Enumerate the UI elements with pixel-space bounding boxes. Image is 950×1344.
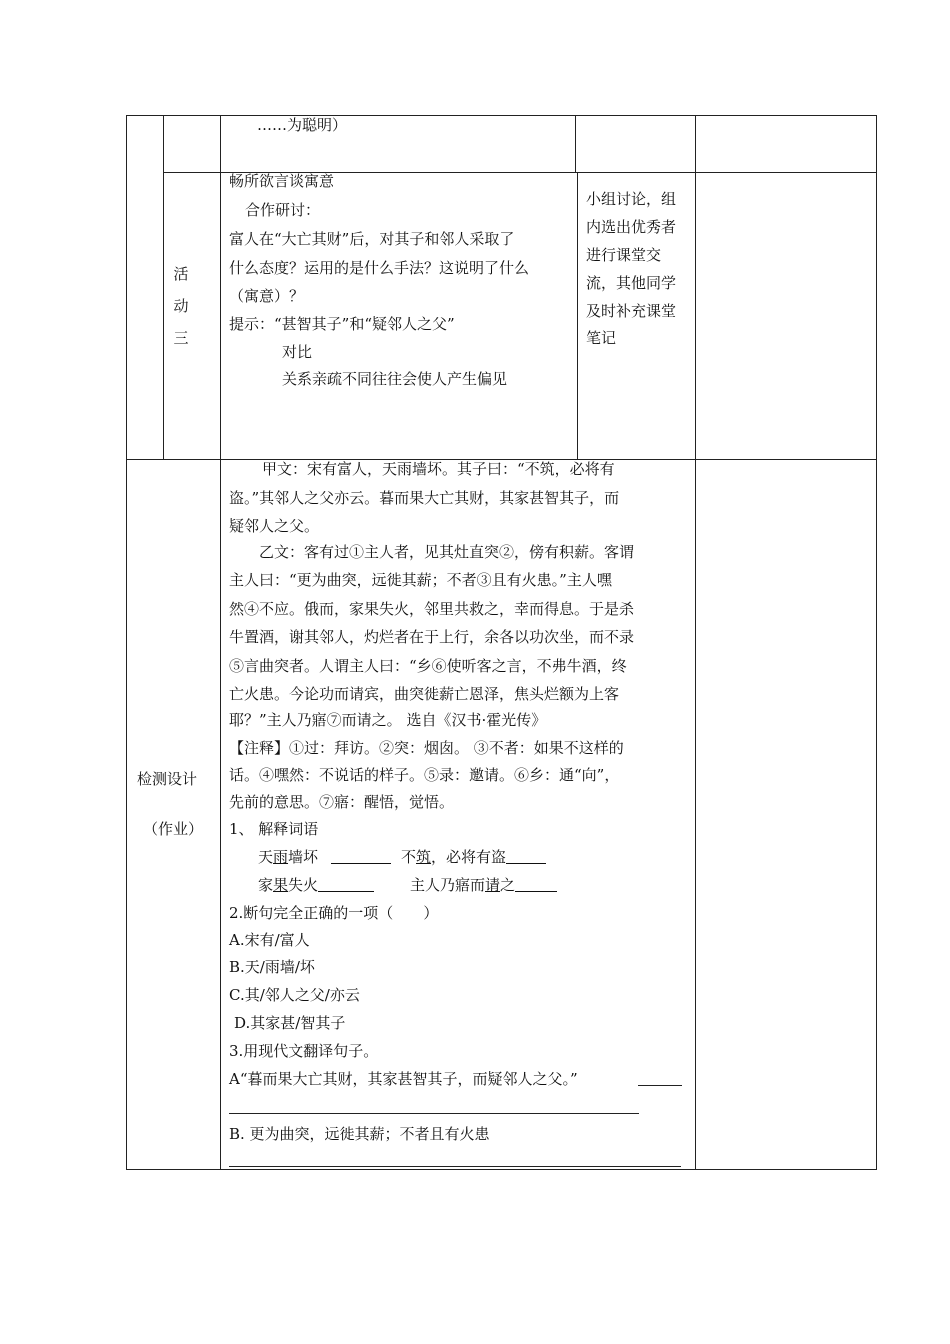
- question-1-item-b: [401, 843, 546, 871]
- homework-label: （作业）: [143, 820, 204, 838]
- student-activity-line: 小组讨论，组: [586, 190, 677, 208]
- question-3-b: B. 更为曲突，远徙其薪；不者且有火患: [229, 1125, 490, 1143]
- col-divider-d: [695, 115, 696, 1170]
- activity-content-line: 合作研讨：: [245, 201, 321, 219]
- word-post: 墙坏: [288, 848, 319, 866]
- question-2-option: D.其家甚/智其子: [234, 1014, 346, 1032]
- question-2-title: 2.断句完全正确的一项（ ）: [229, 904, 439, 922]
- notes-line: 话。④嘿然：不说话的样子。⑤录：邀请。⑥乡：通“向”，: [229, 766, 620, 784]
- passage-b-line: 乙文：客有过①主人者，见其灶直突②，傍有积薪。客谓: [259, 543, 635, 561]
- question-2-option: C.其/邻人之父/亦云: [229, 986, 360, 1004]
- question-3-title: 3.用现代文翻译句子。: [229, 1042, 379, 1060]
- assessment-label: 检测设计: [137, 770, 198, 788]
- passage-b-line: 然④不应。俄而，家果失火，邻里共救之，幸而得息。于是杀: [229, 600, 635, 618]
- word-underlined: 请: [485, 876, 501, 894]
- col-divider-b: [220, 115, 221, 1170]
- answer-blank[interactable]: [331, 847, 391, 864]
- passage-b-line: 耶？”主人乃寤⑦而请之。 选自《汉书·霍光传》: [229, 711, 547, 729]
- passage-b-line: 主人曰：“更为曲突，远徙其薪；不者③且有火患。”主人嘿: [229, 571, 612, 589]
- student-activity-line: 流，其他同学: [586, 274, 677, 292]
- activity-content-line: 关系亲疏不同往往会使人产生偏见: [282, 370, 508, 388]
- answer-blank[interactable]: [318, 875, 374, 892]
- table-border-top: [126, 115, 877, 116]
- passage-b-line: 牛置酒，谢其邻人，灼烂者在于上行，余各以功次坐，而不录: [229, 628, 635, 646]
- question-2-option: A.宋有/富人: [229, 931, 310, 949]
- activity-content-line: 畅所欲言谈寓意: [229, 172, 335, 190]
- question-2-option: B.天/雨墙/坏: [229, 958, 315, 976]
- word-post: ，必将有盗: [431, 848, 507, 866]
- answer-blank[interactable]: [515, 875, 557, 892]
- word-post: 失火: [288, 876, 319, 894]
- answer-blank[interactable]: [506, 847, 546, 864]
- table-border-bottom: [126, 1169, 877, 1170]
- passage-a-line: 盗。”其邻人之父亦云。暮而果大亡其财，其家甚智其子，而: [229, 489, 620, 507]
- activity-content-line: 提示：“甚智其子”和“疑邻人之父”: [229, 315, 455, 333]
- answer-line[interactable]: [229, 1113, 639, 1114]
- question-1-item-a: [258, 843, 391, 871]
- question-1-title: 1、 解释词语: [229, 820, 319, 838]
- table-border-right: [876, 115, 877, 1170]
- question-3-a: A“暮而果大亡其财，其家甚智其子，而疑邻人之父。”: [229, 1070, 578, 1088]
- student-activity-line: 及时补充课堂: [586, 302, 677, 320]
- answer-line[interactable]: [229, 1166, 681, 1167]
- word-pre: 天: [258, 848, 274, 866]
- student-activity-line: 进行课堂交: [586, 246, 662, 264]
- notes-line: 先前的意思。⑦寤：醒悟，觉悟。: [229, 793, 455, 811]
- passage-a-line: 甲文：宋有富人，天雨墙坏。其子曰：“不筑，必将有: [262, 460, 615, 478]
- row1-text: ……为聪明）: [257, 116, 348, 134]
- passage-b-line: ⑤言曲突者。人谓主人曰：“乡⑥使听客之言，不弗牛酒，终: [229, 657, 627, 675]
- word-underlined: 雨: [273, 848, 289, 866]
- word-pre: 主人乃寤而: [410, 876, 486, 894]
- activity-content-line: 对比: [282, 343, 313, 361]
- passage-a-line: 疑邻人之父。: [229, 517, 320, 535]
- student-activity-line: 笔记: [586, 329, 617, 347]
- activity-content-line: （寓意）？: [229, 287, 305, 305]
- word-pre: 不: [401, 848, 417, 866]
- activity-content-line: 什么态度？运用的是什么手法？这说明了什么: [229, 259, 530, 277]
- col-divider-c1: [575, 115, 576, 173]
- activity-content-line: 富人在“大亡其财”后，对其子和邻人采取了: [229, 230, 515, 248]
- activity-label-char: 动: [173, 297, 189, 315]
- question-1-item-d: [410, 871, 557, 899]
- word-underlined: 果: [273, 876, 289, 894]
- notes-line: 【注释】①过：拜访。②突：烟囱。 ③不者：如果不这样的: [229, 739, 624, 757]
- question-1-item-c: [258, 871, 374, 899]
- word-pre: 家: [258, 876, 274, 894]
- col-divider-a: [163, 115, 164, 460]
- passage-b-line: 亡火患。今论功而请宾，曲突徙薪亡恩泽，焦头烂额为上客: [229, 685, 620, 703]
- activity-label-char: 三: [173, 329, 189, 347]
- student-activity-line: 内选出优秀者: [586, 218, 677, 236]
- answer-line[interactable]: [638, 1085, 682, 1086]
- col-divider-c2: [577, 172, 578, 460]
- word-underlined: 筑: [416, 848, 432, 866]
- activity-label-char: 活: [173, 265, 189, 283]
- table-border-left: [126, 115, 127, 1170]
- word-post: 之: [500, 876, 516, 894]
